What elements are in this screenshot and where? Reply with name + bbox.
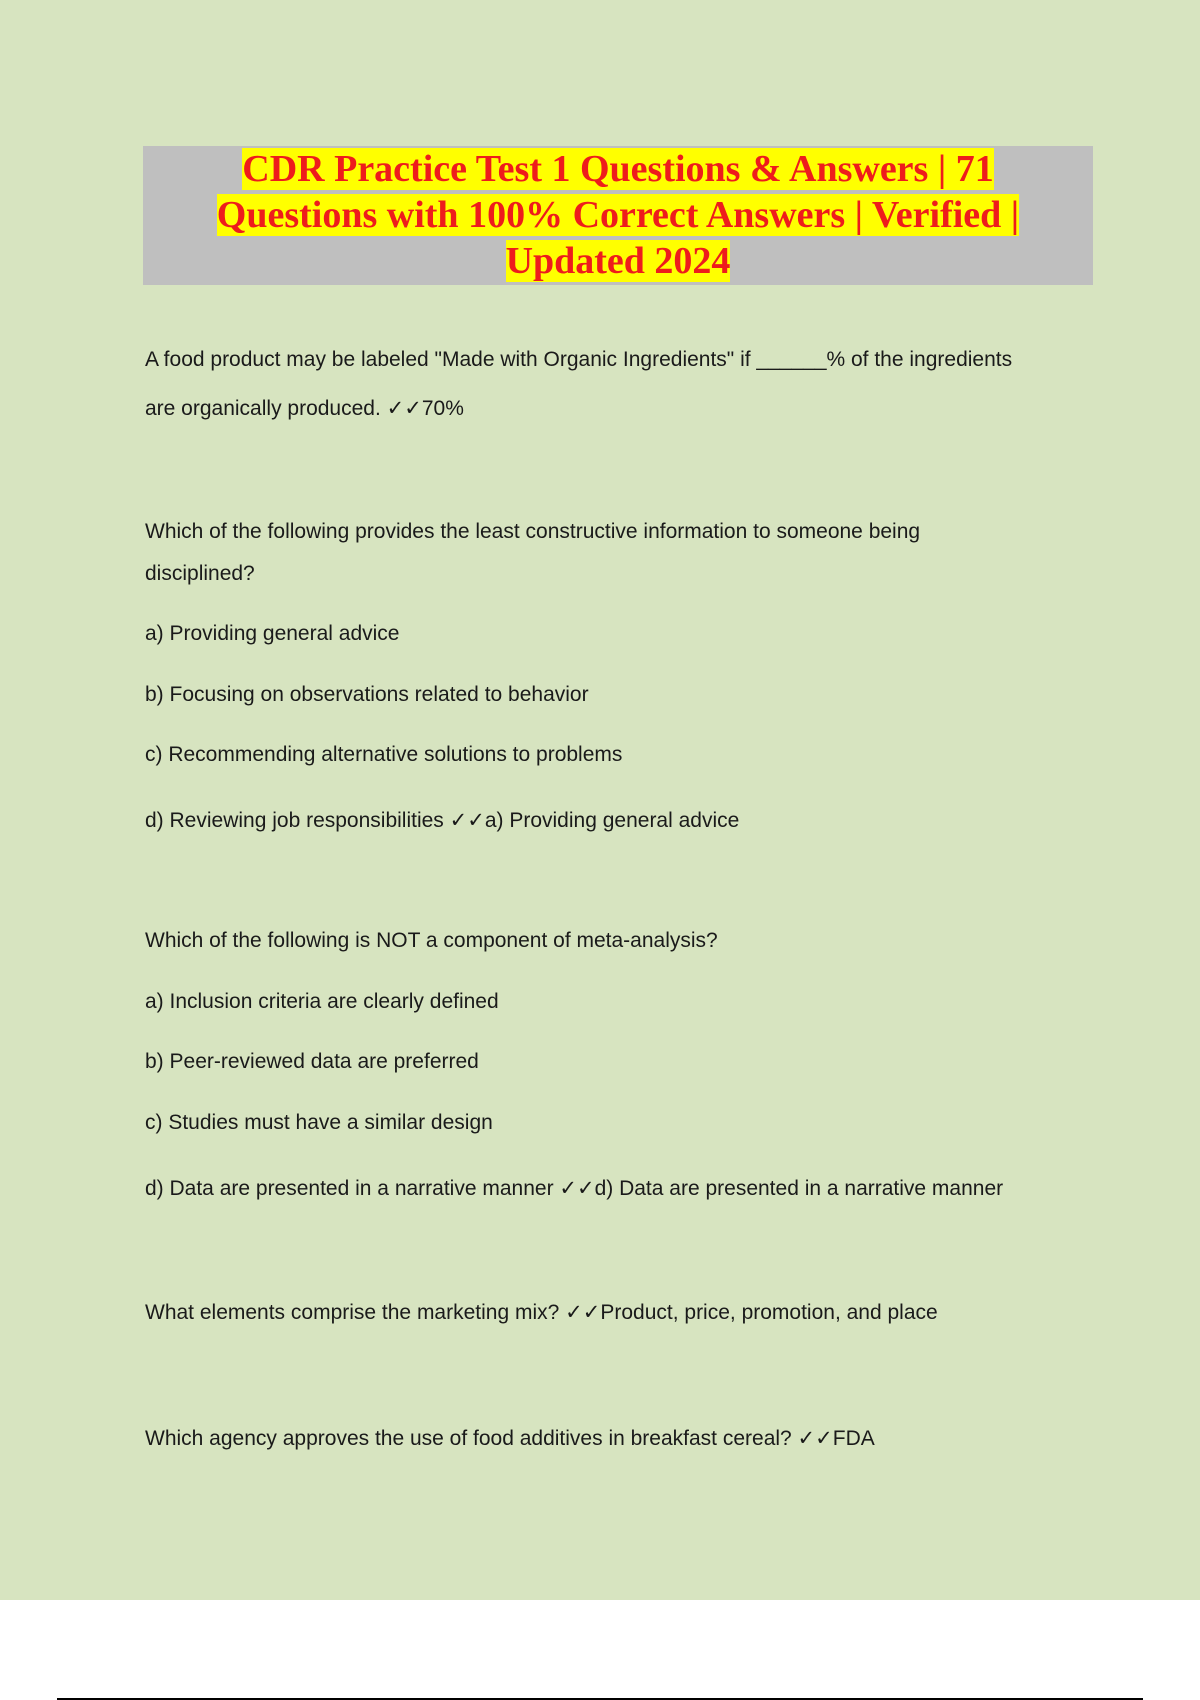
question-3-line-1: Which of the following is NOT a component of meta-analysis?	[145, 929, 718, 952]
question-2-line-1: Which of the following provides the least constructive information to someone being	[145, 520, 921, 543]
title-line-3: Updated 2024	[505, 240, 731, 282]
question-3-option-c: c) Studies must have a similar design	[145, 1111, 493, 1134]
question-1-line-2: are organically produced. ✓✓70%	[145, 397, 464, 420]
question-2-option-c: c) Recommending alternative solutions to problems	[145, 743, 623, 766]
question-2-line-2: disciplined?	[145, 562, 255, 585]
question-1-line-1: A food product may be labeled "Made with Organic Ingredients" if ______% of the ingredients	[145, 348, 1013, 371]
question-2-option-b: b) Focusing on observations related to behavior	[145, 683, 589, 706]
title-line-1: CDR Practice Test 1 Questions & Answers | 71	[242, 148, 994, 190]
question-2-option-d: d) Reviewing job responsibilities ✓✓a) Providing general advice	[145, 809, 740, 832]
question-3-option-a: a) Inclusion criteria are clearly defined	[145, 990, 499, 1013]
title-line-2: Questions with 100% Correct Answers | Verified |	[216, 194, 1020, 236]
question-2-option-a: a) Providing general advice	[145, 622, 400, 645]
question-4-line-1: What elements comprise the marketing mix? ✓✓Product, price, promotion, and place	[145, 1301, 938, 1324]
question-5-line-1: Which agency approves the use of food additives in breakfast cereal? ✓✓FDA	[145, 1427, 875, 1450]
question-3-option-b: b) Peer-reviewed data are preferred	[145, 1050, 479, 1073]
question-3-option-d: d) Data are presented in a narrative manner ✓✓d) Data are presented in a narrative manner	[145, 1177, 1004, 1200]
document-title-banner	[143, 146, 1093, 285]
